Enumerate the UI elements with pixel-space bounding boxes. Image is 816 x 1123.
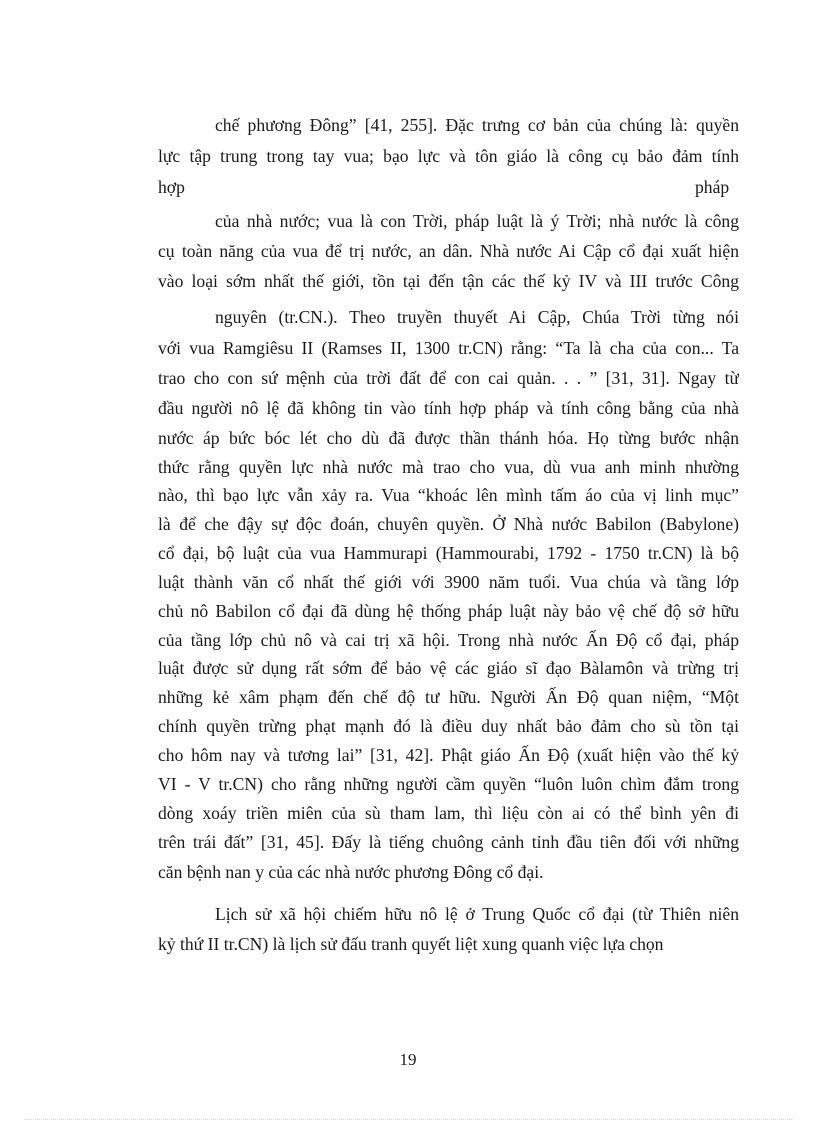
text-line-7: nguyên (tr.CN.). Theo truyền thuyết Ai Cập, Chúa Trời từng nói	[215, 307, 739, 327]
text-line-10: đầu người nô lệ đã không tin vào tính hợp pháp và tính công bằng của nhà	[158, 398, 739, 418]
text-line-4: của nhà nước; vua là con Trời, pháp luật là ý Trời; nhà nước là công	[215, 211, 739, 231]
text-line-21: chính quyền trừng phạt mạnh đó là điều duy nhất bảo đảm cho sù tồn tại	[158, 716, 739, 736]
text-line-2: lực tập trung trong tay vua; bạo lực và tôn giáo là công cụ bảo đảm tính	[158, 146, 739, 166]
text-line-22: cho hôm nay và tương lai” [31, 42]. Phật giáo Ấn Độ (xuất hiện vào thế kỷ	[158, 745, 739, 765]
text-line-3b: pháp	[695, 177, 730, 197]
text-line-20: những kẻ xâm phạm đến chế độ tư hữu. Người Ấn Độ quan niệm, “Một	[158, 687, 739, 707]
page-number: 19	[399, 1050, 417, 1069]
text-line-5: cụ toàn năng của vua để trị nước, an dân. Nhà nước Ai Cập cổ đại xuất hiện	[158, 241, 739, 261]
page-bottom-rule	[24, 1119, 794, 1120]
text-line-12: thức rằng quyền lực nhà nước mà trao cho vua, dù vua anh minh nhường	[158, 457, 739, 477]
text-line-14: là để che đậy sự độc đoán, chuyên quyền. Ở Nhà nước Babilon (Babylone)	[158, 514, 739, 534]
text-line-28: kỷ thứ II tr.CN) là lịch sử đấu tranh quyết liệt xung quanh việc lựa chọn	[158, 934, 664, 954]
text-line-25: trên trái đất” [31, 45]. Đấy là tiếng chuông cảnh tỉnh đầu tiên đối với những	[158, 832, 739, 852]
text-line-18: của tầng lớp chủ nô và cai trị xã hội. Trong nhà nước Ấn Độ cổ đại, pháp	[158, 630, 739, 650]
text-line-11: nước áp bức bóc lét cho dù đã được thần thánh hóa. Họ từng bước nhận	[158, 428, 739, 448]
text-line-15: cổ đại, bộ luật của vua Hammurapi (Hammourabi, 1792 - 1750 tr.CN) là bộ	[158, 543, 739, 563]
text-line-26: căn bệnh nan y của các nhà nước phương Đông cổ đại.	[158, 862, 544, 882]
text-line-23: VI - V tr.CN) cho rằng những người cầm quyền “luôn luôn chìm đắm trong	[158, 774, 739, 794]
text-line-1: chế phương Đông” [41, 255]. Đặc trưng cơ bản của chúng là: quyền	[215, 115, 739, 135]
text-line-9: trao cho con sứ mệnh của trời đất để con cai quản. . . ” [31, 31]. Ngay từ	[158, 368, 739, 388]
text-line-19: luật được sử dụng rất sớm để bảo vệ các giáo sĩ đạo Bàlamôn và trừng trị	[158, 658, 739, 678]
text-line-16: luật thành văn cổ nhất thế giới với 3900 năm tuổi. Vua chúa và tầng lớp	[158, 572, 739, 592]
text-line-8: với vua Ramgiêsu II (Ramses II, 1300 tr.CN) rằng: “Ta là cha của con... Ta	[158, 338, 739, 358]
text-line-6: vào loại sớm nhất thế giới, tồn tại đến tận các thế kỷ IV và III trước Công	[158, 271, 739, 291]
text-line-24: dòng xoáy triền miên của sù tham lam, thì liệu còn ai có thể bình yên đi	[158, 803, 739, 823]
text-line-17: chủ nô Babilon cổ đại đã dùng hệ thống pháp luật này bảo vệ chế độ sở hữu	[158, 601, 739, 621]
text-line-27: Lịch sử xã hội chiếm hữu nô lệ ở Trung Quốc cổ đại (từ Thiên niên	[215, 904, 739, 924]
text-line-3: hợp	[158, 177, 185, 197]
text-line-13: nào, thì bạo lực vẫn xảy ra. Vua “khoác lên mình tấm áo của vị linh mục”	[158, 485, 739, 505]
